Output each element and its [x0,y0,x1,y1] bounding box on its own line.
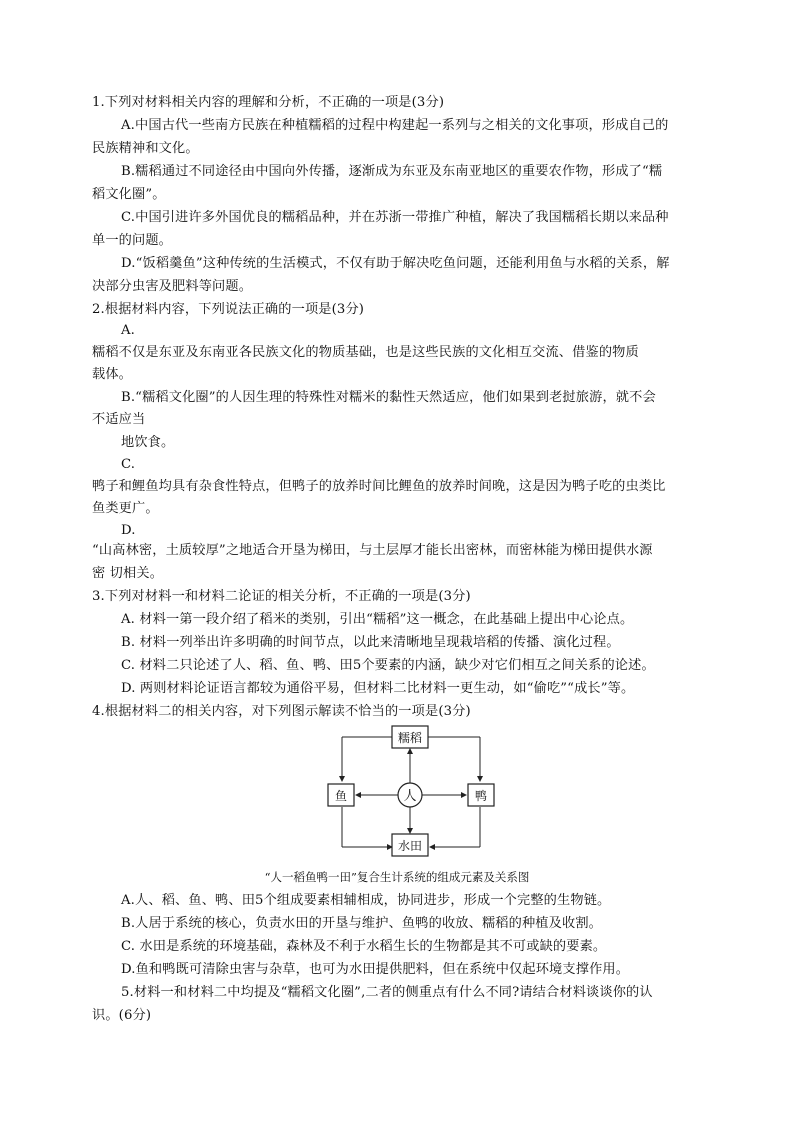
node-bottom-label: 水田 [397,839,423,853]
q1-option-d-line1: D.“饭稻羹鱼”这种传统的生活模式，不仅有助于解决吃鱼问题，还能利用鱼与水稻的关系，解 [121,256,670,271]
q3-stem: 3.下列对材料一和材料二论证的相关分析，不正确的一项是(3分) [92,589,471,604]
q2-option-a-line1: 糯稻不仅是东亚及东南亚各民族文化的物质基础，也是这些民族的文化相互交流、借鉴的物质 [92,345,639,360]
q5-stem-line1: 5.材料一和材料二中均提及“糯稻文化圈”,二者的侧重点有什么不同?请结合材料谈谈你的认 [121,985,653,1000]
q2-option-b-line2: 不适应当 [92,412,146,427]
node-left-label: 鱼 [334,789,348,803]
q2-option-d-label: D. [121,523,136,538]
q3-option-a: A. 材料一第一段介绍了稻米的类别，引出“糯稻”这一概念，在此基础上提出中心论点。 [121,612,634,627]
q4-option-d: D.鱼和鸭既可清除虫害与杂草，也可为水田提供肥料，但在系统中仅起环境支撑作用。 [121,962,630,977]
q2-stem: 2.根据材料内容，下列说法正确的一项是(3分) [92,302,365,317]
node-left [328,784,354,806]
q1-stem: 1.下列对材料相关内容的理解和分析，不正确的一项是(3分) [92,95,445,110]
q4-option-b: B.人居于系统的核心，负责水田的开垦与维护、鱼鸭的收放、糯稻的种植及收割。 [121,916,602,931]
q1-option-b-line1: B.糯稻通过不同途径由中国向外传播，逐渐成为东亚及东南亚地区的重要农作物，形成了“糯 [121,164,663,179]
node-right [468,784,494,806]
q2-option-c-line2: 鱼类更广。 [92,501,159,516]
q2-option-c-line1: 鸭子和鲤鱼均具有杂食性特点，但鸭子的放养时间比鲤鱼的放养时间晚，这是因为鸭子吃的虫类比 [92,479,666,494]
q1-option-d-line2: 决部分虫害及肥料等问题。 [92,279,253,294]
q2-option-a-label: A. [121,323,136,338]
q3-option-d: D. 两则材料论证语言都较为通俗平易，但材料二比材料一更生动，如“偷吃”“成长”等。 [121,681,635,696]
node-bottom [392,834,428,856]
q2-option-d-line1: “山高林密，土质较厚”之地适合开垦为梯田，与土层厚才能长出密林，而密林能为梯田提供水源 [92,543,653,558]
q1-option-a-line1: A.中国古代一些南方民族在种植糯稻的过程中构建起一系列与之相关的文化事项，形成自己的 [121,118,669,133]
node-center [398,783,422,807]
node-top-label: 糯稻 [397,731,423,745]
q3-option-b: B. 材料一列举出许多明确的时间节点，以此来清晰地呈现栽培稻的传播、演化过程。 [121,635,620,650]
q2-option-d-line2: 密 切相关。 [92,566,164,581]
q4-stem: 4.根据材料二的相关内容，对下列图示解读不恰当的一项是(3分) [92,704,471,719]
q3-option-c: C. 材料二只论述了人、稻、鱼、鸭、田5个要素的内涵，缺少对它们相互之间关系的论述。 [121,658,655,673]
relationship-diagram [320,723,500,859]
q2-option-b-line3: 地饮食。 [121,435,175,450]
q2-option-b-line1: B.“糯稻文化圈”的人因生理的特殊性对糯米的黏性天然适应，他们如果到老挝旅游，就不会 [121,390,656,405]
node-right-label: 鸭 [474,789,488,803]
q5-stem-line2: 识。(6分) [92,1008,152,1023]
q2-option-a-line2: 载体。 [92,367,133,382]
q4-option-c: C. 水田是系统的环境基础，森林及不利于水稻生长的生物都是其不可或缺的要素。 [121,939,607,954]
q1-option-c-line2: 单一的问题。 [92,233,173,248]
diagram-caption: “人一稻鱼鸭一田”复合生计系统的组成元素及关系图 [264,870,530,884]
q1-option-b-line2: 稻文化圈”。 [92,187,166,202]
relationship-diagram-svg [320,723,500,859]
node-center-label: 人 [403,789,417,804]
node-top [392,726,428,748]
q2-option-c-label: C. [121,457,136,472]
q4-option-a: A.人、稻、鱼、鸭、田5个组成要素相辅相成，协同进步，形成一个完整的生物链。 [121,893,611,908]
q1-option-a-line2: 民族精神和文化。 [92,141,199,156]
q1-option-c-line1: C.中国引进许多外国优良的糯稻品种，并在苏浙一带推广种植，解决了我国糯稻长期以来品种 [121,210,669,225]
